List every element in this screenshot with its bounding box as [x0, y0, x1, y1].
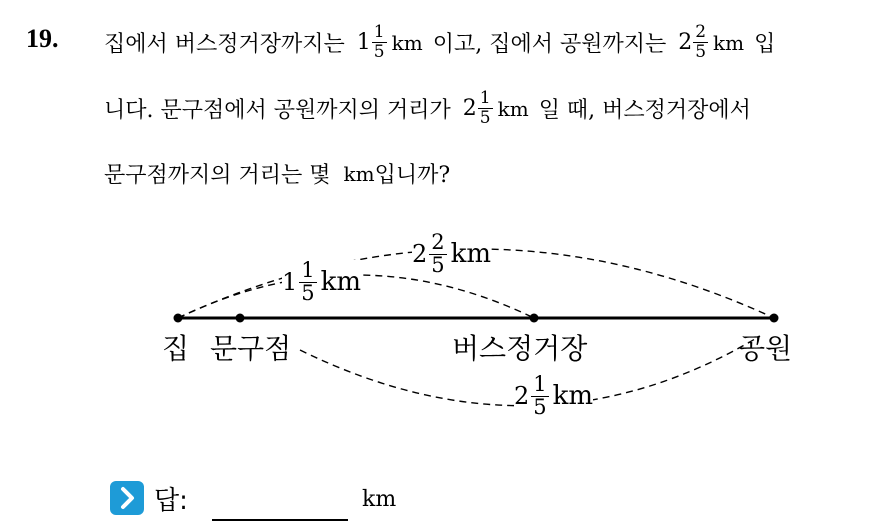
- fraction-numerator: 1: [373, 22, 385, 42]
- point-bus-stop: [530, 314, 539, 323]
- label-home-to-bus: [282, 260, 361, 304]
- fraction-denominator: 5: [301, 281, 315, 305]
- chevron-right-icon: [110, 481, 144, 515]
- question-text: 입: [754, 32, 776, 57]
- label-bus-stop: 버스정거장: [452, 332, 588, 365]
- unit: km: [497, 96, 529, 121]
- fraction-numerator: 1: [301, 258, 315, 282]
- fraction-denominator: 5: [373, 42, 385, 62]
- question-text: 일 때, 버스정거장에서: [538, 98, 751, 123]
- answer-blank[interactable]: [212, 519, 348, 521]
- fraction-denominator: 5: [533, 395, 547, 419]
- fraction-numerator: 2: [431, 230, 445, 254]
- unit: km: [450, 239, 492, 269]
- label-store: 문구점: [210, 332, 292, 365]
- point-park: [770, 314, 779, 323]
- answer-unit: km: [362, 487, 397, 512]
- label-park: 공원: [738, 332, 793, 365]
- label-home: 집: [162, 332, 190, 365]
- answer-label: 답:: [154, 486, 188, 516]
- fraction-denominator: 5: [695, 42, 707, 62]
- fraction-denominator: 5: [479, 108, 491, 128]
- unit: km: [552, 381, 594, 411]
- question-text: 니다. 문구점에서 공원까지의 거리가: [104, 98, 451, 123]
- point-store: [236, 314, 245, 323]
- fraction-whole: 1: [282, 268, 298, 296]
- unit: km: [713, 30, 745, 55]
- fraction-numerator: 1: [479, 88, 491, 108]
- question-text: 입니까?: [374, 163, 451, 188]
- fraction-denominator: 5: [431, 253, 445, 277]
- question-text: 문구점까지의 거리는 몇: [104, 163, 331, 188]
- unit: km: [391, 30, 423, 55]
- question-text: 이고, 집에서 공원까지는: [432, 32, 667, 57]
- fraction-whole: 2: [412, 240, 428, 268]
- label-home-to-park: [412, 232, 491, 276]
- label-store-to-park: [514, 374, 593, 418]
- unit: km: [343, 161, 375, 186]
- fraction-whole: 2: [514, 382, 530, 410]
- fraction-whole: 1: [356, 30, 371, 55]
- point-home: [174, 314, 183, 323]
- question-number: 19.: [26, 24, 59, 53]
- fraction-whole: 2: [462, 96, 477, 121]
- fraction-numerator: 2: [695, 22, 707, 42]
- unit: km: [320, 267, 362, 297]
- fraction-numerator: 1: [533, 372, 547, 396]
- fraction-whole: 2: [678, 30, 693, 55]
- question-text: 집에서 버스정거장까지는: [104, 32, 345, 57]
